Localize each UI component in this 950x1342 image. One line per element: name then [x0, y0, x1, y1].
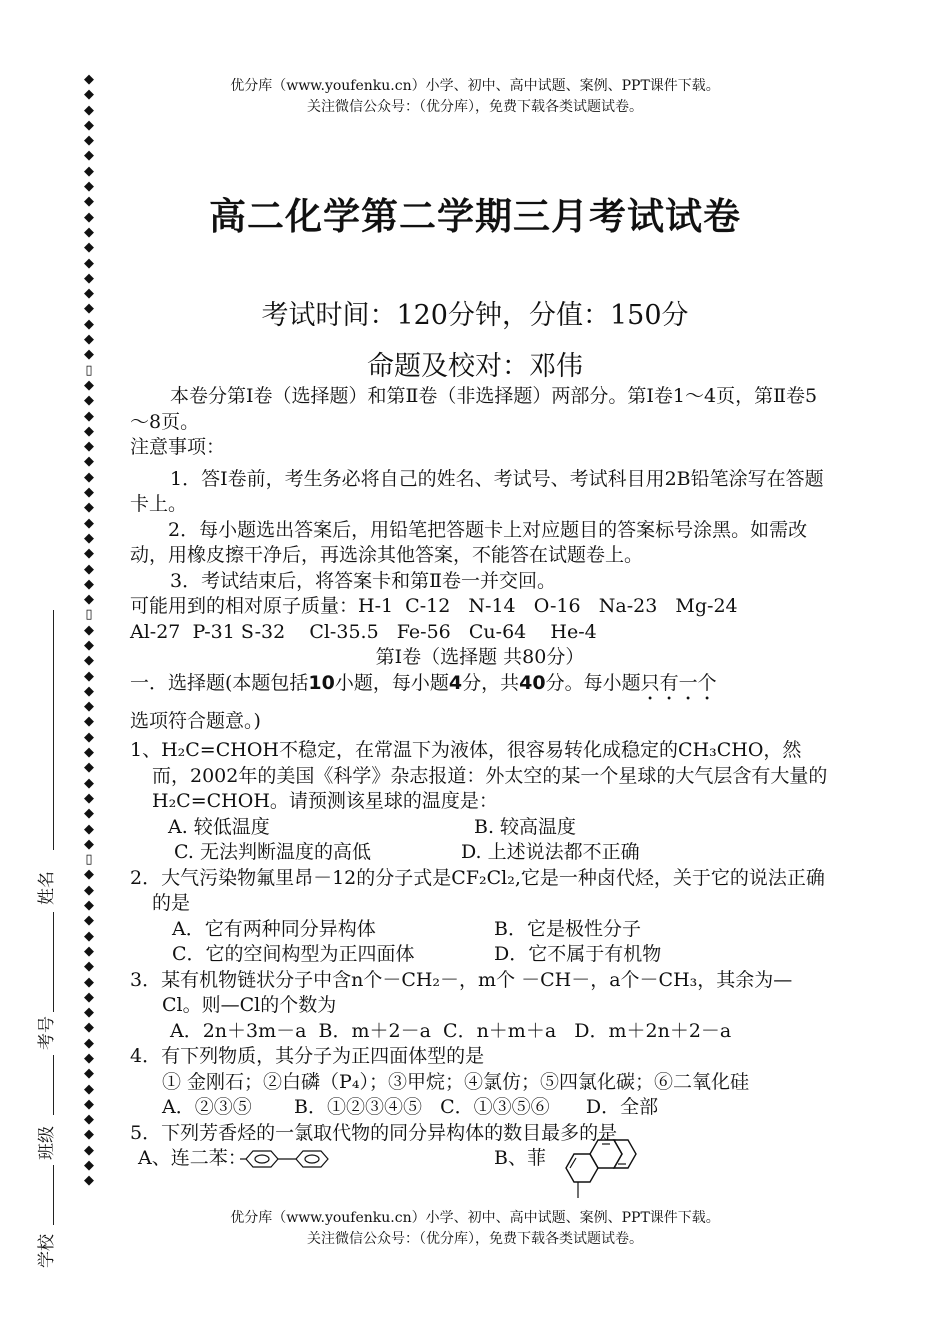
part-1-instructions-2: 选项符合题意。): [130, 709, 261, 732]
seal-diamond-icon: ◆: [84, 1127, 94, 1143]
q4-list: ① 金刚石；②白磷（P₄）；③甲烷；④氯仿；⑤四氯化碳；⑥二氧化硅: [162, 1070, 749, 1093]
header-line-1: 优分库（www.youfenku.cn）小学、初中、高中试题、案例、PPT课件下载。: [230, 78, 720, 94]
class-label: 班级: [37, 1126, 57, 1160]
name-label: 姓名: [37, 871, 57, 905]
seal-diamond-icon: ◆: [84, 72, 94, 87]
seal-diamond-icon: ◆: [84, 194, 94, 210]
q2-option-c: C．它的空间构型为正四面体: [172, 943, 415, 965]
instr-emphasis: 只有一个: [640, 671, 717, 694]
seal-diamond-icon: ◆: [84, 592, 94, 608]
seal-diamond-icon: ◆: [84, 943, 94, 959]
seal-diamond-icon: ◆: [84, 209, 94, 225]
seal-diamond-icon: ◆: [84, 959, 94, 975]
instr-c: 小题，每小题: [334, 671, 449, 694]
seal-diamond-icon: ◆: [84, 1142, 94, 1158]
seal-square-icon: ▯: [85, 362, 93, 378]
seal-diamond-icon: ◆: [84, 576, 94, 592]
seal-diamond-icon: ◆: [84, 270, 94, 286]
q5-options: [130, 1146, 830, 1176]
page-footer: [130, 1208, 820, 1250]
q2-stem: 2．大气污染物氟里昂－12的分子式是CF₂Cl₂,它是一种卤代烃，关于它的说法正确的是: [130, 866, 825, 914]
footer-line-2: 关注微信公众号：（优分库），免费下载各类试题试卷。: [307, 1231, 643, 1247]
seal-diamond-icon: ◆: [84, 913, 94, 929]
intro-paragraph: 本卷分第Ⅰ卷（选择题）和第Ⅱ卷（非选择题）两部分。第Ⅰ卷1～4页，第Ⅱ卷5～8页。: [130, 385, 818, 433]
page-title: 高二化学第二学期三月考试试卷: [209, 194, 741, 238]
q1-option-d: D. 上述说法都不正确: [461, 841, 640, 863]
phenanthrene-structure-icon: [558, 1136, 638, 1204]
seal-diamond-icon: ◆: [84, 1020, 94, 1036]
q2-options-row-1: [130, 917, 830, 943]
q1-option-a: A. 较低温度: [168, 815, 270, 838]
seal-diamond-icon: ◆: [84, 1081, 94, 1097]
seal-diamond-icon: ◆: [84, 347, 94, 363]
seal-diamond-icon: ◆: [84, 530, 94, 546]
instr-a: 一．选择题(本题包括: [130, 671, 309, 694]
instr-b: 10: [308, 671, 335, 694]
seal-diamond-icon: ◆: [84, 806, 94, 822]
seal-diamond-icon: ◆: [84, 653, 94, 669]
q2-options-row-2: [130, 942, 830, 968]
binding-line-name: [53, 912, 54, 1012]
seal-diamond-icon: ◆: [84, 836, 94, 852]
seal-diamond-icon: ◆: [84, 148, 94, 164]
seal-diamond-icon: ◆: [84, 1005, 94, 1021]
school-label: 学校: [37, 1234, 57, 1268]
seal-diamond-icon: ◆: [84, 439, 94, 455]
seal-diamond-icon: ◆: [84, 255, 94, 271]
q2-option-d: D．它不属于有机物: [494, 943, 662, 965]
seal-diamond-icon: ◆: [84, 989, 94, 1005]
part-1-instructions: [130, 671, 830, 705]
seal-diamond-icon: ◆: [84, 332, 94, 348]
seal-square-icon: ▯: [85, 607, 93, 623]
seal-diamond-icon: ◆: [84, 500, 94, 516]
seal-diamond-icon: ◆: [84, 637, 94, 653]
seal-diamond-icon: ◆: [84, 790, 94, 806]
seal-diamond-icon: ◆: [84, 561, 94, 577]
seal-diamond-icon: ◆: [84, 714, 94, 730]
seal-diamond-icon: ◆: [84, 301, 94, 317]
atomic-masses-2: Al-27 P-31 S-32 Cl-35.5 Fe-56 Cu-64 He-4: [130, 620, 597, 643]
seal-diamond-icon: ◆: [84, 1066, 94, 1082]
q1-options-row-1: [130, 815, 830, 841]
instr-g: 分。每小题: [545, 671, 641, 694]
q5-option-b: B、菲: [494, 1147, 546, 1169]
seal-diamond-icon: ◆: [84, 408, 94, 424]
q2-option-a: A．它有两种同分异构体: [172, 917, 376, 940]
exam-no-label: 考号: [37, 1016, 57, 1050]
seal-diamond-icon: ◆: [84, 163, 94, 179]
seal-diamond-icon: ◆: [84, 775, 94, 791]
seal-diamond-icon: ◆: [84, 1158, 94, 1174]
seal-diamond-icon: ◆: [84, 485, 94, 501]
binding-line-exam: [53, 1055, 54, 1115]
seal-diamond-icon: ◆: [84, 622, 94, 638]
seal-diamond-icon: ◆: [84, 377, 94, 393]
q5-option-a: A、连二苯：: [138, 1147, 247, 1169]
seal-diamond-icon: ◆: [84, 454, 94, 470]
seal-diamond-icon: ◆: [84, 224, 94, 240]
seal-diamond-icon: ◆: [84, 1035, 94, 1051]
seal-diamond-icon: ◆: [84, 1051, 94, 1066]
q3-options: A．2n＋3m－a B．m＋2－a C．n＋m＋a D．m＋2n＋2－a: [170, 1019, 732, 1042]
notice-2: 2．每小题选出答案后，用铅笔把答题卡上对应题目的答案标号涂黑。如需改动，用橡皮擦干净后，再选涂其他答案，不能答在试题卷上。: [130, 518, 808, 566]
seal-diamond-icon: ◆: [84, 102, 94, 118]
seal-diamond-icon: ◆: [84, 423, 94, 439]
seal-diamond-icon: ◆: [84, 286, 94, 302]
seal-diamond-icon: ◆: [84, 745, 94, 761]
seal-diamond-icon: ◆: [84, 1173, 94, 1189]
binding-strip: [20, 0, 70, 1342]
seal-diamond-icon: ◆: [84, 117, 94, 133]
q5-stem: 5．下列芳香烃的一氯取代物的同分异构体的数目最多的是: [130, 1121, 618, 1144]
exam-author: 命题及校对：邓伟: [367, 351, 583, 382]
notice-3: 3．考试结束后，将答案卡和第Ⅱ卷一并交回。: [170, 569, 557, 592]
seal-diamond-icon: ◆: [84, 1112, 94, 1128]
exam-time: 考试时间：120分钟，分值：150分: [261, 300, 689, 331]
seal-diamond-icon: ◆: [84, 683, 94, 699]
seal-diamond-icon: ◆: [84, 87, 94, 103]
instr-e: 分，共: [462, 671, 520, 694]
q2-option-b: B．它是极性分子: [494, 917, 641, 940]
q4-options: A．②③⑤ B．①②③④⑤ C．①③⑤⑥ D．全部: [162, 1096, 659, 1118]
seal-line-diamonds: [82, 72, 96, 1189]
atomic-masses-1: 可能用到的相对原子质量：H-1 C-12 N-14 O-16 Na-23 Mg-24: [130, 595, 738, 617]
seal-diamond-icon: ◆: [84, 974, 94, 990]
section-1-heading: 第I卷（选择题 共80分）: [375, 646, 585, 668]
binding-line-class: [53, 1165, 54, 1225]
page-header: [130, 76, 820, 118]
seal-diamond-icon: ◆: [84, 928, 94, 944]
seal-diamond-icon: ◆: [84, 240, 94, 256]
footer-line-1: 优分库（www.youfenku.cn）小学、初中、高中试题、案例、PPT课件下载。: [230, 1210, 720, 1226]
seal-square-icon: ▯: [85, 852, 93, 868]
seal-diamond-icon: ◆: [84, 760, 94, 776]
binding-line-top: [53, 610, 54, 850]
notice-heading: 注意事项：: [130, 436, 226, 458]
q1-stem: 1、H₂C=CHOH不稳定，在常温下为液体，很容易转化成稳定的CH₃CHO，然而，2002年的美国《科学》杂志报道：外太空的某一个星球的大气层含有大量的H₂C=CHOH。请预测该星球的温度是：: [130, 739, 828, 812]
biphenyl-structure-icon: [240, 1148, 340, 1170]
header-line-2: 关注微信公众号：（优分库），免费下载各类试题试卷。: [307, 99, 643, 115]
seal-diamond-icon: ◆: [84, 179, 94, 195]
seal-diamond-icon: ◆: [84, 699, 94, 715]
seal-diamond-icon: ◆: [84, 882, 94, 898]
seal-diamond-icon: ◆: [84, 469, 94, 485]
q1-option-b: B. 较高温度: [474, 815, 577, 838]
seal-diamond-icon: ◆: [84, 515, 94, 531]
seal-diamond-icon: ◆: [84, 821, 94, 837]
instr-f: 40: [519, 671, 546, 694]
notice-1: 1．答Ⅰ卷前，考生务必将自己的姓名、考试号、考试科目用2B铅笔涂写在答题卡上。: [130, 467, 824, 515]
instr-d: 4: [448, 671, 463, 694]
q4-stem: 4．有下列物质，其分子为正四面体型的是: [130, 1045, 485, 1067]
seal-diamond-icon: ◆: [84, 546, 94, 562]
seal-diamond-icon: ◆: [84, 867, 94, 883]
q1-option-c: C. 无法判断温度的高低: [174, 841, 371, 863]
seal-diamond-icon: ◆: [84, 1096, 94, 1112]
seal-diamond-icon: ◆: [84, 133, 94, 149]
q1-options-row-2: [130, 840, 830, 866]
exam-body: [130, 384, 830, 1176]
seal-diamond-icon: ◆: [84, 898, 94, 914]
seal-diamond-icon: ◆: [84, 393, 94, 409]
seal-diamond-icon: ◆: [84, 729, 94, 745]
seal-diamond-icon: ◆: [84, 668, 94, 684]
seal-diamond-icon: ◆: [84, 316, 94, 332]
q3-stem: 3．某有机物链状分子中含n个－CH₂－，m个 －CH－，a个－CH₃，其余为—Cl。则—Cl的个数为: [130, 968, 793, 1016]
